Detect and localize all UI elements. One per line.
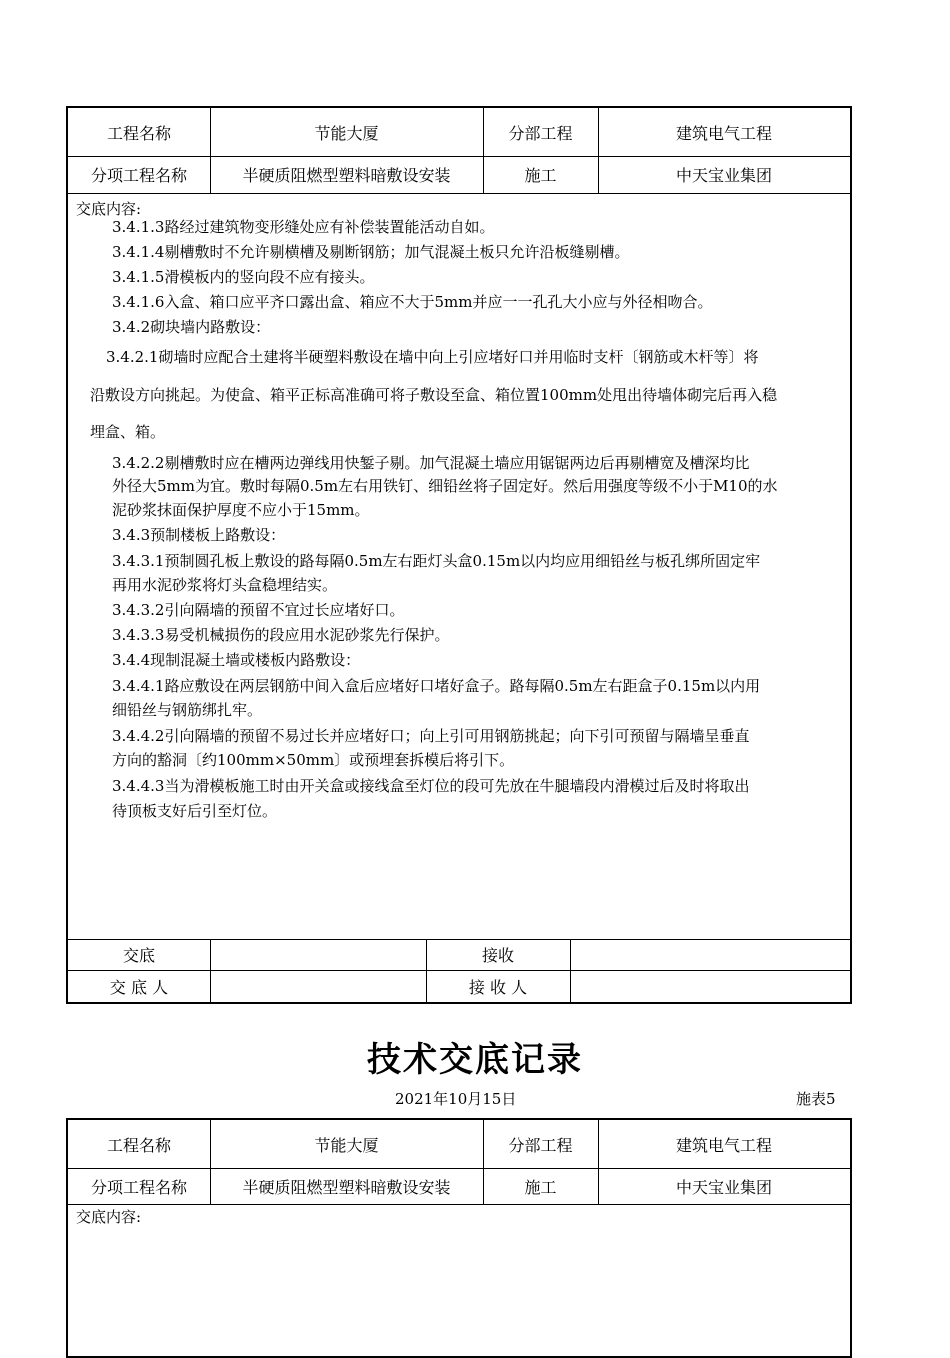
content-line: 3.4.3.3易受机械损伤的段应用水泥砂浆先行保护。 [112, 626, 450, 644]
disclosure-table-1 [66, 106, 852, 1004]
content-line: 再用水泥砂浆将灯头盒稳埋结实。 [112, 576, 338, 594]
content-line: 3.4.2.2剔槽敷时应在槽两边弹线用快錾子剔。加气混凝土墙应用锯锯两边后再剔槽宽及槽深均比 [112, 454, 750, 472]
content-line: 方向的豁洞〔约100mm×50mm〕或预埋套拆模后将引下。 [112, 751, 515, 769]
construction-value: 中天宝业集团 [675, 166, 772, 185]
item-name-value: 半硬质阻燃型塑料暗敷设安装 [242, 1177, 451, 1197]
content-line: 3.4.1.5滑模板内的竖向段不应有接头。 [112, 268, 375, 286]
content-line: 3.4.3预制楼板上路敷设： [112, 526, 286, 544]
form-number: 施表5 [796, 1090, 836, 1108]
disclosure-table-2 [66, 1118, 852, 1358]
construction-value: 中天宝业集团 [675, 1177, 772, 1197]
project-name-value: 节能大厦 [314, 1135, 379, 1155]
row-divider [68, 193, 850, 194]
row-divider [68, 1204, 850, 1205]
content-line: 3.4.1.3路经过建筑物变形缝处应有补偿装置能活动自如。 [112, 218, 495, 236]
content-line: 埋盒、箱。 [90, 423, 166, 441]
record-date: 2021年10月15日 [395, 1090, 517, 1108]
project-name-label: 工程名称 [106, 1135, 171, 1155]
content-line: 3.4.4.2引向隔墙的预留不易过长并应堵好口；向上引可用钢筋挑起；向下引可预留与隔墙呈垂直 [112, 727, 750, 745]
sub-project-value: 建筑电气工程 [675, 1135, 772, 1155]
col-divider [210, 939, 211, 1002]
item-name-value: 半硬质阻燃型塑料暗敷设安装 [242, 166, 451, 185]
project-name-value: 节能大厦 [314, 123, 379, 143]
content-line: 待顶板支好后引至灯位。 [112, 802, 278, 820]
discloser-label: 交 底 人 [109, 977, 169, 997]
construction-label: 施工 [524, 1177, 557, 1197]
content-line: 3.4.2.1砌墙时应配合土建将半硬塑料敷设在墙中向上引应堵好口并用临时支杆〔钢筋或木杆等〕将 [106, 348, 759, 366]
construction-label: 施工 [524, 166, 557, 185]
content-line: 3.4.2砌块墙内路敷设： [112, 318, 271, 336]
content-line: 细铅丝与钢筋绑扎牢。 [112, 701, 263, 719]
content-line: 3.4.3.1预制圆孔板上敷设的路每隔0.5m左右距灯头盒0.15m以内均应用细铅丝与板孔绑所固定牢 [112, 552, 761, 570]
content-line: 沿敷设方向挑起。为使盒、箱平正标高准确可将子敷设至盒、箱位置100mm处甩出待墙体砌完后再入稳 [90, 386, 778, 404]
disclosure-label: 交底 [122, 946, 155, 965]
content-line: 3.4.4.3当为滑模板施工时由开关盒或接线盒至灯位的段可先放在牛腿墙段内滑模过后及时将取出 [112, 777, 750, 795]
content-line: 泥砂浆抹面保护厚度不应小于15mm。 [112, 501, 370, 519]
content-line: 3.4.4.1路应敷设在两层钢筋中间入盒后应堵好口堵好盒子。路每隔0.5m左右距盒子0.15m以内用 [112, 677, 761, 695]
content-line: 3.4.1.6入盒、箱口应平齐口露出盒、箱应不大于5mm并应一一孔孔大小应与外径相吻合。 [112, 293, 713, 311]
project-name-label: 工程名称 [106, 123, 171, 143]
sub-project-value: 建筑电气工程 [675, 123, 772, 143]
sub-project-label: 分部工程 [508, 123, 573, 143]
page-title: 技术交底记录 [367, 1040, 583, 1080]
disclosure-content-label: 交底内容: [76, 200, 142, 218]
sub-project-label: 分部工程 [508, 1135, 573, 1155]
content-line: 3.4.3.2引向隔墙的预留不宜过长应堵好口。 [112, 601, 405, 619]
content-line: 3.4.4现制混凝土墙或楼板内路敷设： [112, 651, 361, 669]
receive-label: 接收 [481, 946, 514, 965]
item-name-label: 分项工程名称 [90, 1177, 187, 1197]
disclosure-content-label: 交底内容: [76, 1208, 142, 1226]
content-line: 3.4.1.4剔槽敷时不允许剔横槽及剔断钢筋；加气混凝土板只允许沿板缝剔槽。 [112, 243, 630, 261]
col-divider [570, 939, 571, 1002]
receiver-label: 接 收 人 [468, 977, 528, 997]
item-name-label: 分项工程名称 [90, 166, 187, 185]
content-line: 外径大5mm为宜。敷时每隔0.5m左右用铁钉、细铅丝将子固定好。然后用强度等级不小于M10的水 [112, 477, 778, 495]
